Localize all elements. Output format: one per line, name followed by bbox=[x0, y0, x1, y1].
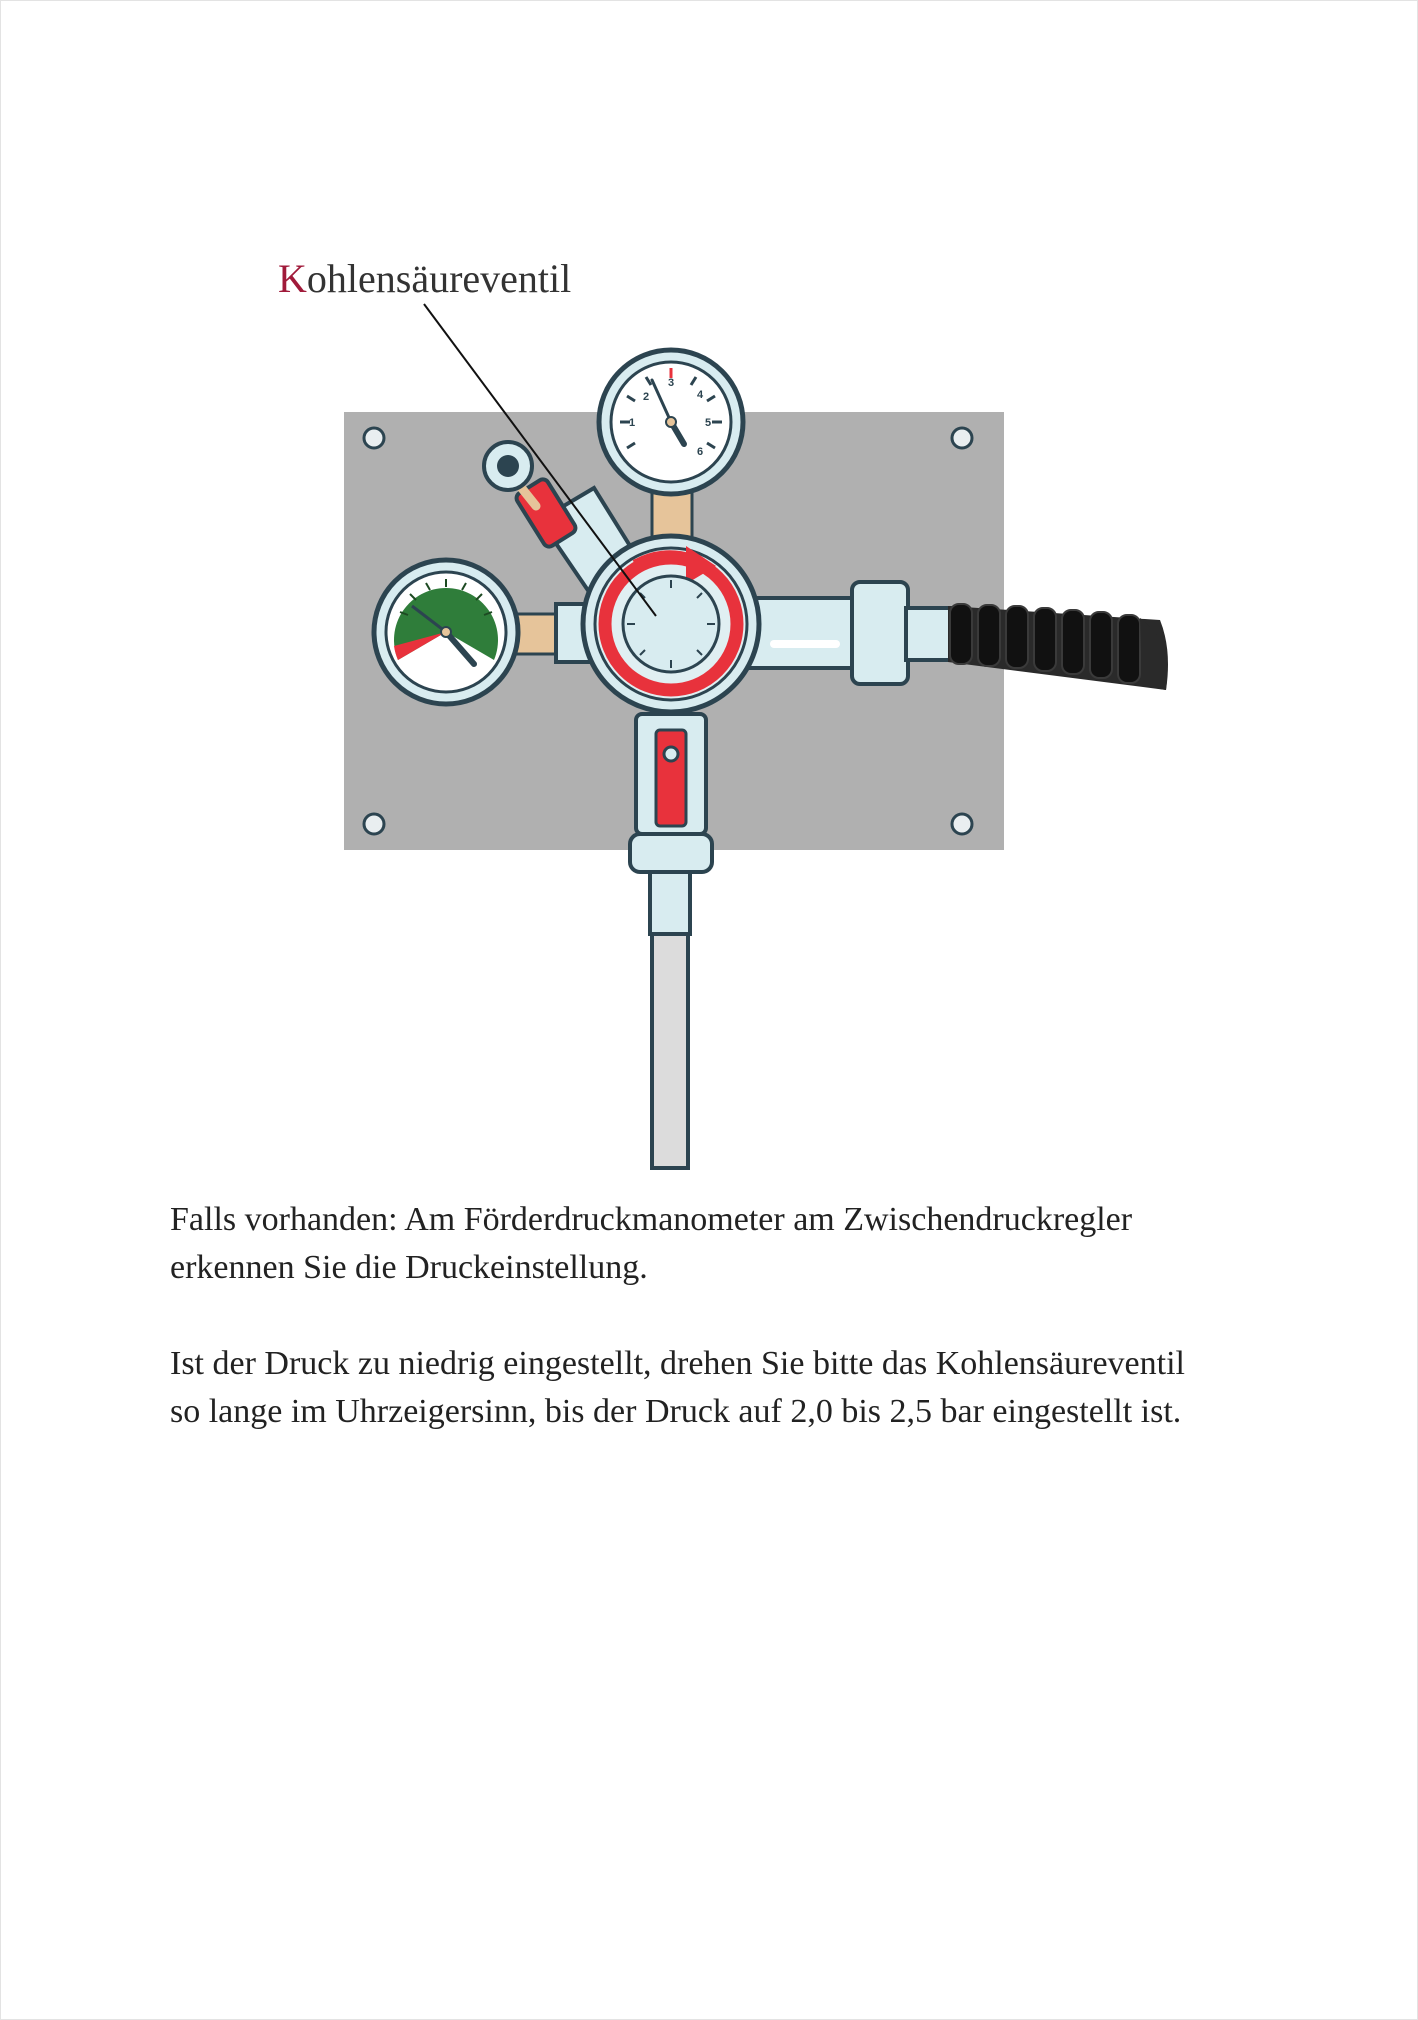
regulator-body bbox=[583, 536, 759, 712]
screw bbox=[364, 814, 384, 834]
instruction-text bbox=[170, 1196, 1330, 1484]
paragraph-line: erkennen Sie die Druckeinstellung. bbox=[170, 1249, 648, 1286]
valve-knob-icon bbox=[484, 442, 532, 490]
paragraph-line: so lange im Uhrzeigersinn, bis der Druck auf 2,0 bis 2,5 bar eingestellt ist. bbox=[170, 1393, 1182, 1430]
gauge-tick-label: 1 bbox=[628, 417, 636, 429]
gauge-tick-label: 3 bbox=[667, 377, 675, 389]
paragraph-line: Ist der Druck zu niedrig eingestellt, drehen Sie bitte das Kohlensäureventil bbox=[170, 1345, 1185, 1382]
paragraph-line: Falls vorhanden: Am Förderdruckmanometer am Zwischendruckregler bbox=[170, 1201, 1133, 1238]
callout-rest: ohlensäureventil bbox=[306, 256, 572, 301]
outlet-pipe bbox=[652, 920, 688, 1168]
hose-fitting bbox=[906, 608, 950, 660]
paragraph-adjust-pressure bbox=[170, 1340, 1330, 1436]
gauge-tick-label: 6 bbox=[696, 446, 704, 458]
screw bbox=[952, 428, 972, 448]
pipe-highlight bbox=[770, 640, 840, 648]
content-gauge-icon bbox=[374, 560, 518, 704]
outlet-nut bbox=[630, 834, 712, 872]
screw bbox=[364, 428, 384, 448]
paragraph-manometer bbox=[170, 1196, 1330, 1292]
lever-pivot bbox=[664, 747, 678, 761]
pressure-gauge-icon bbox=[599, 350, 743, 494]
right-nut bbox=[852, 582, 908, 684]
valve-lever bbox=[656, 730, 686, 826]
gauge-tick-label: 2 bbox=[642, 391, 650, 403]
callout-label bbox=[278, 256, 571, 301]
gauge-tick-label: 5 bbox=[704, 417, 712, 429]
gauge-tick-label: 4 bbox=[696, 389, 704, 401]
callout-initial: K bbox=[278, 256, 307, 301]
screw bbox=[952, 814, 972, 834]
